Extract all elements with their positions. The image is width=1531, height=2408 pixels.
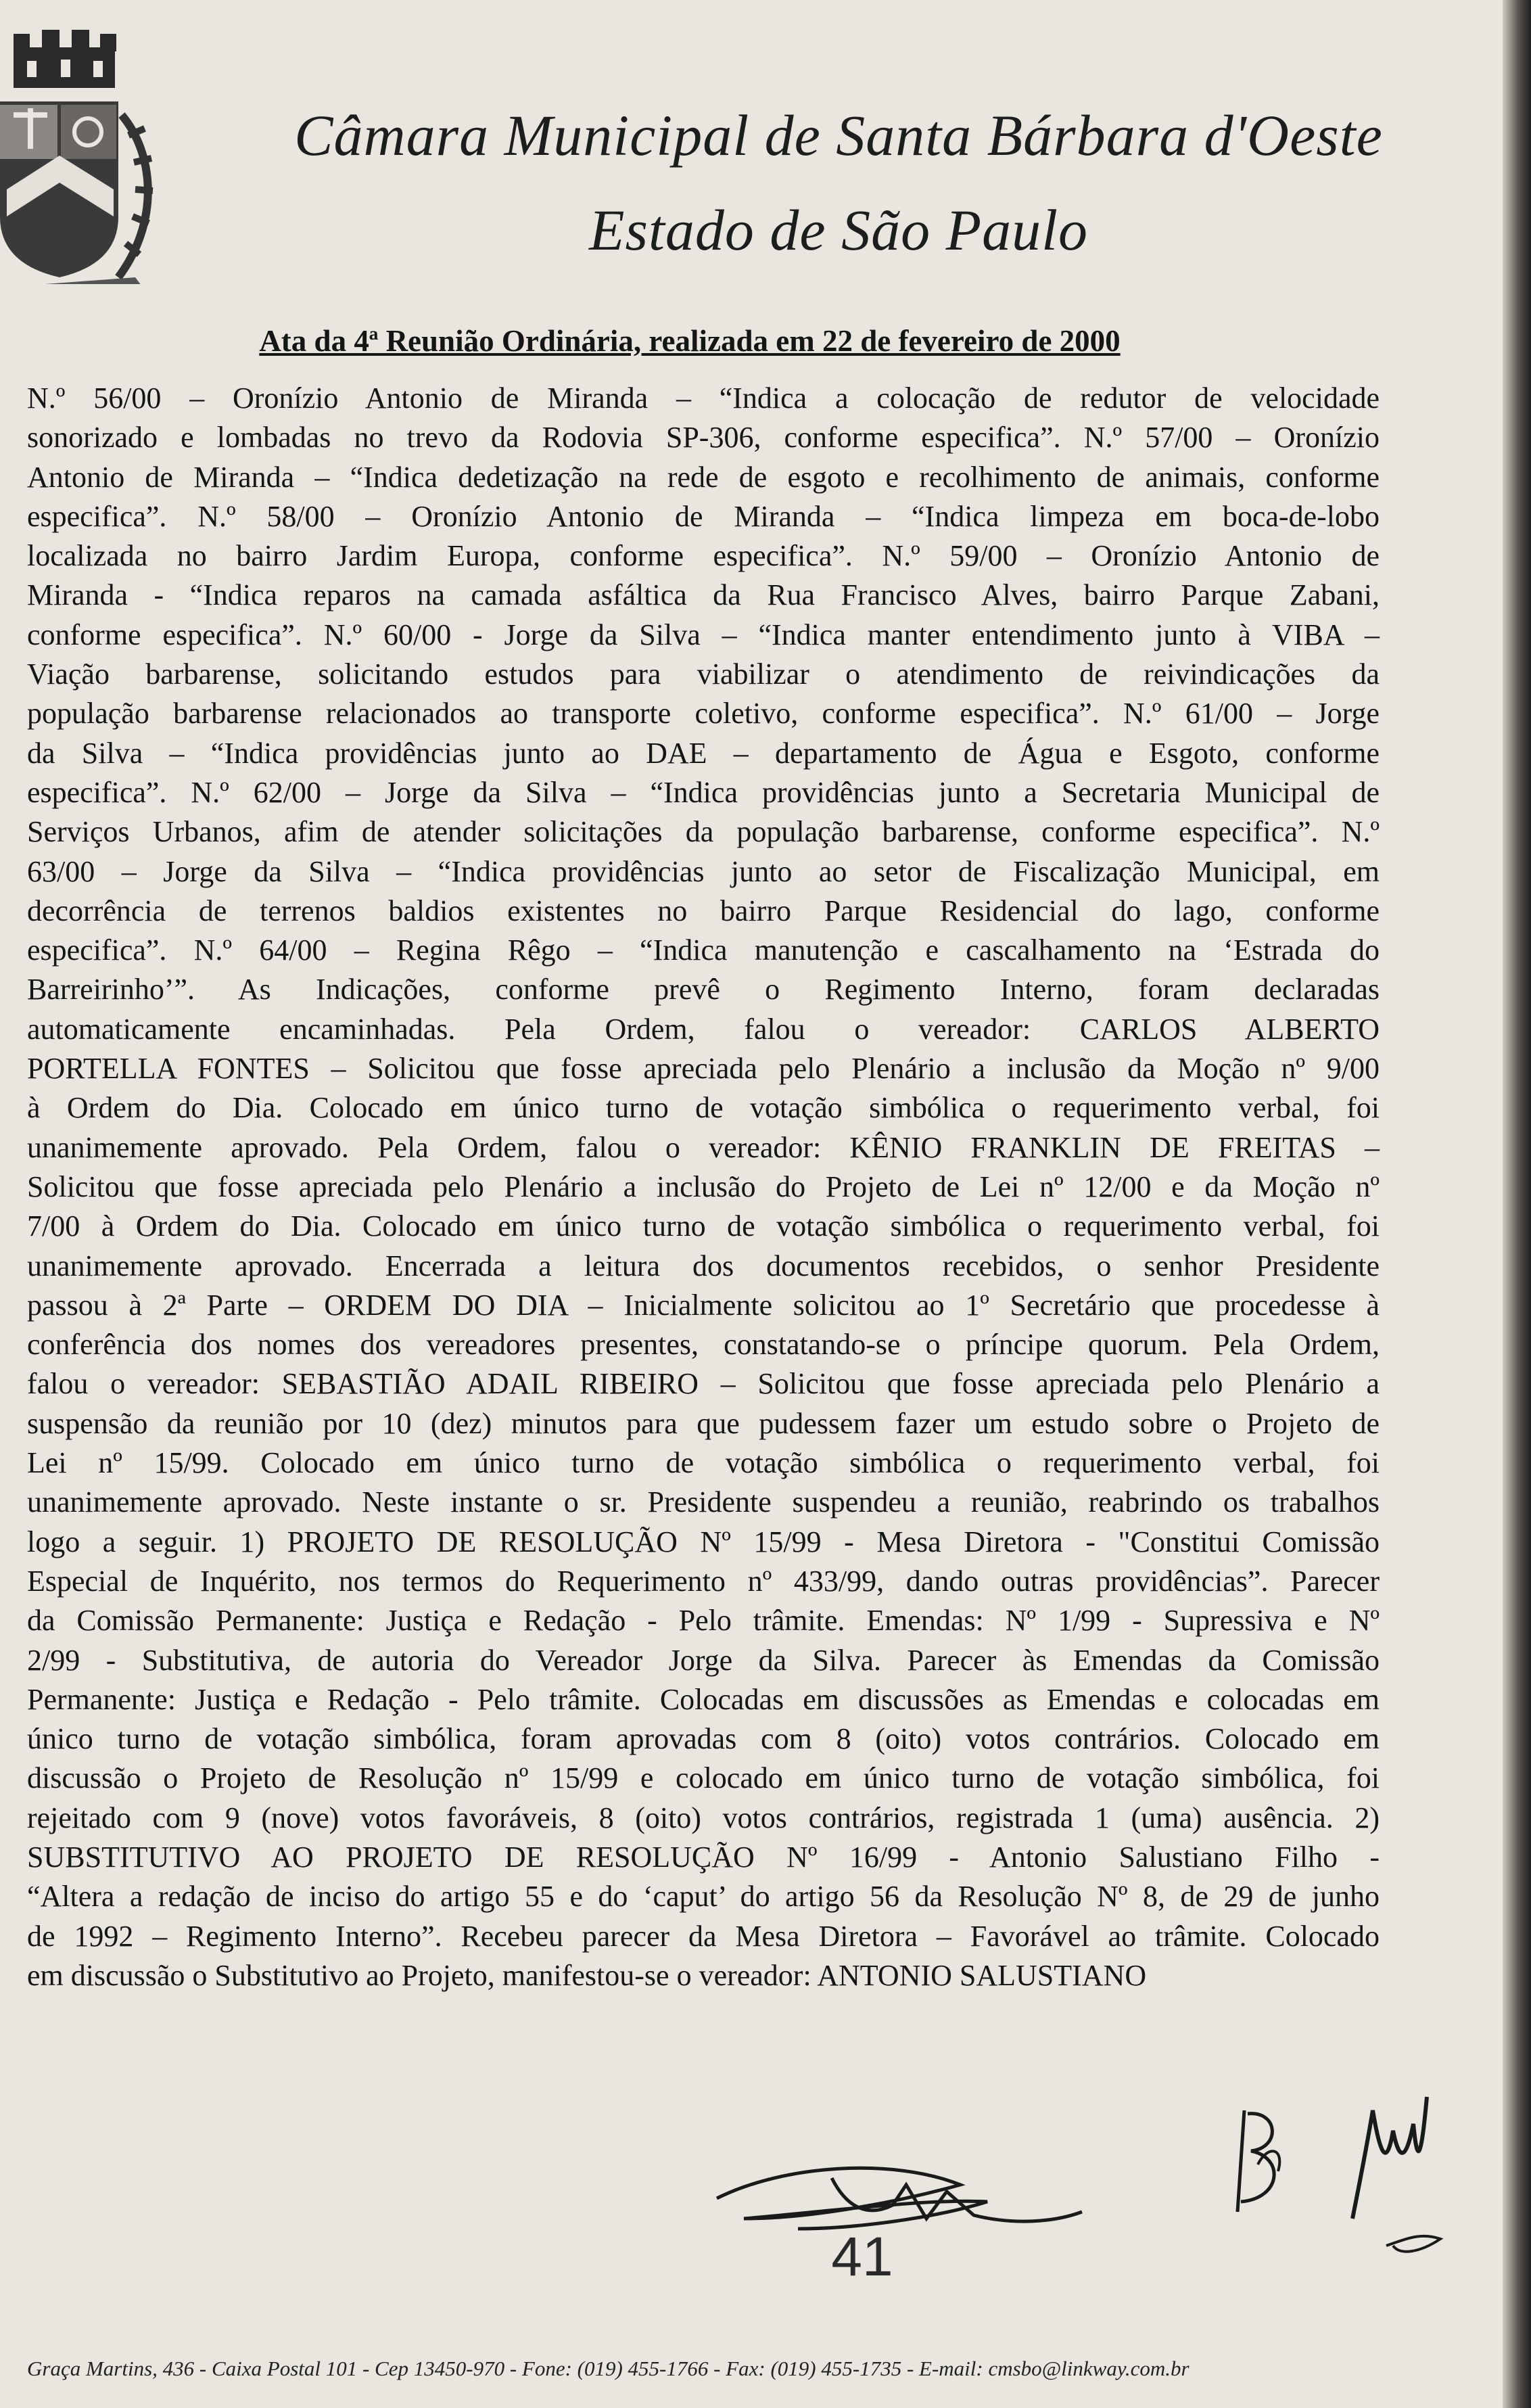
body-line: localizada no bairro Jardim Europa, conforme especifica”. N.º 59/00 – Oronízio Antonio de <box>27 539 1380 573</box>
body-line: discussão o Projeto de Resolução nº 15/99 e colocado em único turno de votação simbólica, foi <box>27 1761 1380 1795</box>
body-line: sonorizado e lombadas no trevo da Rodovia SP-306, conforme especifica”. N.º 57/00 – Oronízio <box>27 421 1380 455</box>
coat-of-arms-logo <box>0 20 156 284</box>
body-line: conferência dos nomes dos vereadores presentes, constatando-se o príncipe quorum. Pela Ordem, <box>27 1328 1380 1362</box>
body-line: Antonio de Miranda – “Indica dedetização na rede de esgoto e recolhimento de animais, conforme <box>27 460 1380 494</box>
body-line: falou o vereador: SEBASTIÃO ADAIL RIBEIRO – Solicitou que fosse apreciada pelo Plenário a <box>27 1367 1380 1401</box>
body-line: unanimemente aprovado. Neste instante o sr. Presidente suspendeu a reunião, reabrindo os trabalhos <box>27 1485 1380 1519</box>
body-line: de 1992 – Regimento Interno”. Recebeu parecer da Mesa Diretora – Favorável ao trâmite. Colocado <box>27 1919 1380 1953</box>
body-line: Lei nº 15/99. Colocado em único turno de votação simbólica o requerimento verbal, foi <box>27 1446 1380 1480</box>
body-line: unanimemente aprovado. Pela Ordem, falou o vereador: KÊNIO FRANKLIN DE FREITAS – <box>27 1130 1380 1164</box>
body-line: da Comissão Permanente: Justiça e Redação - Pelo trâmite. Emendas: Nº 1/99 - Supressiva e Nº <box>27 1604 1380 1638</box>
body-line: suspensão da reunião por 10 (dez) minutos para que pudessem fazer um estudo sobre o Projeto de <box>27 1406 1380 1440</box>
body-line: “Altera a redação de inciso do artigo 55 e do ‘caput’ do artigo 56 da Resolução Nº 8, de 29 de junho <box>27 1880 1380 1914</box>
body-line: automaticamente encaminhadas. Pela Ordem, falou o vereador: CARLOS ALBERTO <box>27 1012 1380 1046</box>
body-line: passou à 2ª Parte – ORDEM DO DIA – Inicialmente solicitou ao 1º Secretário que procedesse à <box>27 1288 1380 1322</box>
body-line: Miranda - “Indica reparos na camada asfáltica da Rua Francisco Alves, bairro Parque Zabani, <box>27 578 1380 612</box>
body-line: especifica”. N.º 64/00 – Regina Rêgo – “Indica manutenção e cascalhamento na ‘Estrada do <box>27 933 1380 967</box>
state-name: Estado de São Paulo <box>589 198 1088 262</box>
body-line: logo a seguir. 1) PROJETO DE RESOLUÇÃO Nº 15/99 - Mesa Diretora - "Constitui Comissão <box>27 1525 1380 1558</box>
body-line: da Silva – “Indica providências junto ao DAE – departamento de Água e Esgoto, conforme <box>27 736 1380 770</box>
footer-address: Graça Martins, 436 - Caixa Postal 101 - Cep 13450-970 - Fone: (019) 455-1766 - Fax: (019) 455-1735 - E-mail: cmsbo@linkway.com.br <box>27 2357 1190 2380</box>
body-line: PORTELLA FONTES – Solicitou que fosse apreciada pelo Plenário a inclusão da Moção nº 9/00 <box>27 1052 1380 1086</box>
body-line: Especial de Inquérito, nos termos do Requerimento nº 433/99, dando outras providências”. Parecer <box>27 1564 1380 1598</box>
body-line: Barreirinho’”. As Indicações, conforme prevê o Regimento Interno, foram declaradas <box>27 973 1380 1006</box>
body-line: unanimemente aprovado. Encerrada a leitura dos documentos recebidos, o senhor Presidente <box>27 1249 1380 1282</box>
minutes-body <box>27 379 1380 1995</box>
handwritten-signatures <box>609 2083 1488 2273</box>
body-line: especifica”. N.º 58/00 – Oronízio Antonio de Miranda – “Indica limpeza em boca-de-lobo <box>27 499 1380 533</box>
body-line: 2/99 - Substitutiva, de autoria do Vereador Jorge da Silva. Parecer às Emendas da Comissão <box>27 1643 1380 1677</box>
body-line: 7/00 à Ordem do Dia. Colocado em único turno de votação simbólica o requerimento verbal, foi <box>27 1209 1380 1243</box>
body-line: à Ordem do Dia. Colocado em único turno de votação simbólica o requerimento verbal, foi <box>27 1091 1380 1125</box>
body-line: em discussão o Substitutivo ao Projeto, manifestou-se o vereador: ANTONIO SALUSTIANO <box>27 1958 1147 1992</box>
body-line: Permanente: Justiça e Redação - Pelo trâmite. Colocadas em discussões as Emendas e colocadas em <box>27 1682 1380 1716</box>
page-number: 41 <box>831 2226 893 2288</box>
body-line: Solicitou que fosse apreciada pelo Plenário a inclusão do Projeto de Lei nº 12/00 e da Moção nº <box>27 1170 1380 1203</box>
body-line: conforme especifica”. N.º 60/00 - Jorge da Silva – “Indica manter entendimento junto à VIBA – <box>27 618 1380 651</box>
body-line: rejeitado com 9 (nove) votos favoráveis, 8 (oito) votos contrários, registrada 1 (uma) ausência. 2) <box>27 1801 1380 1834</box>
body-line: especifica”. N.º 62/00 – Jorge da Silva – “Indica providências junto a Secretaria Municipal de <box>27 775 1380 809</box>
body-line: Serviços Urbanos, afim de atender solicitações da população barbarense, conforme especifica”. N.º <box>27 815 1380 849</box>
body-line: população barbarense relacionados ao transporte coletivo, conforme especifica”. N.º 61/00 – Jorge <box>27 697 1380 731</box>
body-line: 63/00 – Jorge da Silva – “Indica providências junto ao setor de Fiscalização Municipal, em <box>27 854 1380 888</box>
page-edge-shadow <box>1503 0 1531 2408</box>
body-line: N.º 56/00 – Oronízio Antonio de Miranda – “Indica a colocação de redutor de velocidade <box>27 381 1380 415</box>
body-line: SUBSTITUTIVO AO PROJETO DE RESOLUÇÃO Nº 16/99 - Antonio Salustiano Filho - <box>27 1840 1380 1874</box>
body-line: Viação barbarense, solicitando estudos para viabilizar o atendimento de reivindicações da <box>27 657 1380 691</box>
minutes-title: Ata da 4ª Reunião Ordinária, realizada em 22 de fevereiro de 2000 <box>259 324 1121 358</box>
body-line: decorrência de terrenos baldios existentes no bairro Parque Residencial do lago, conforme <box>27 894 1380 927</box>
body-line: único turno de votação simbólica, foram aprovadas com 8 (oito) votos contrários. Colocado em <box>27 1722 1380 1756</box>
institution-name: Câmara Municipal de Santa Bárbara d'Oeste <box>294 103 1383 168</box>
